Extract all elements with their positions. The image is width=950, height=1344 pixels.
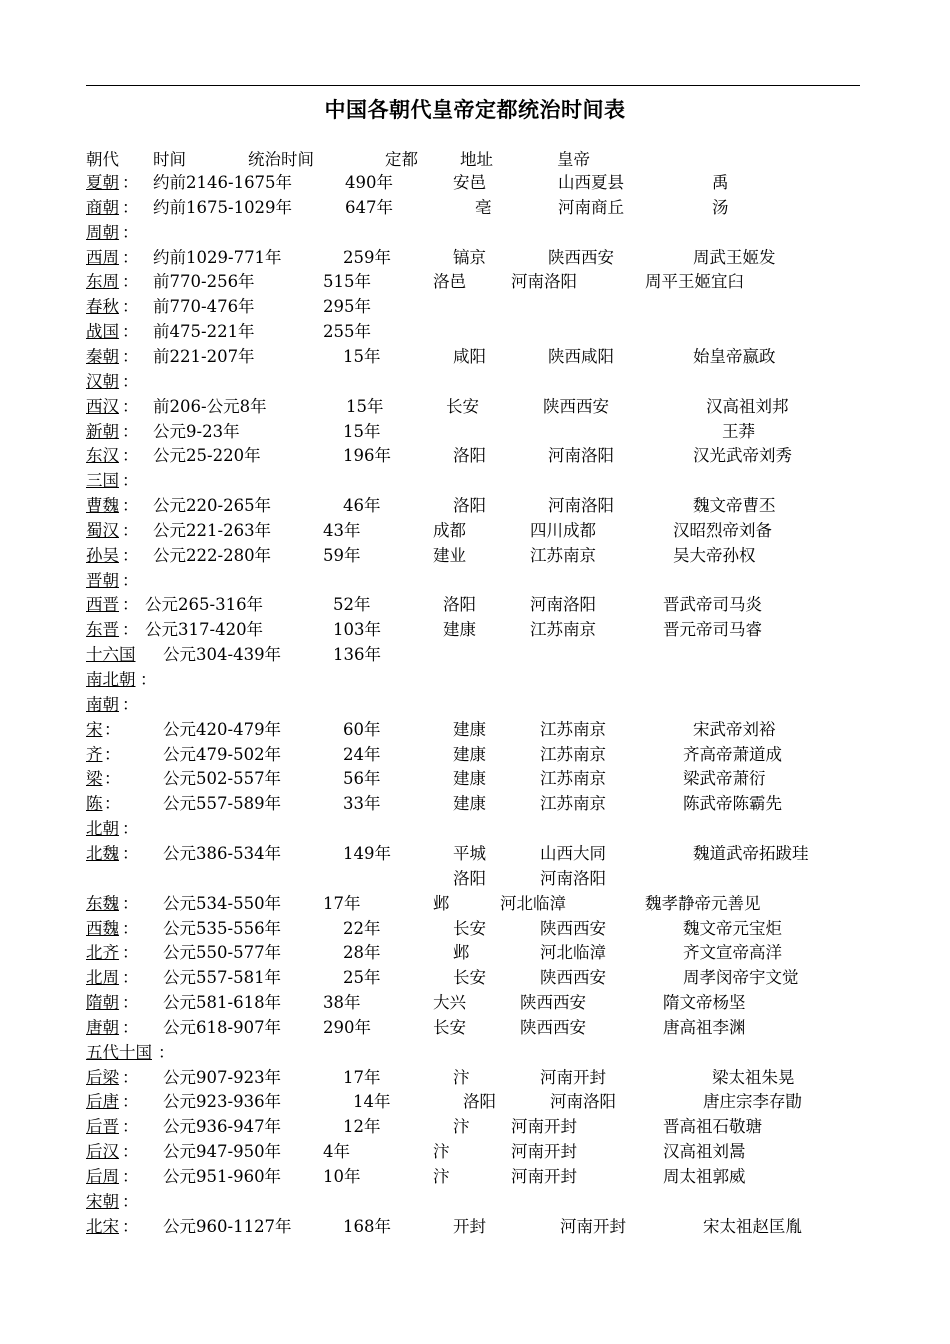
dynasty-name[interactable]: 齐: [86, 744, 103, 764]
dynasty-name[interactable]: 西晋: [86, 595, 119, 615]
founding-emperor: 魏文帝曹丕: [693, 496, 776, 516]
dynasty-name[interactable]: 东汉: [86, 446, 119, 466]
dynasty-name[interactable]: 东魏: [86, 893, 119, 913]
reign-period: 公元420-479年: [163, 719, 282, 739]
dynasty-separator: ：: [122, 943, 139, 963]
dynasty-separator: ：: [104, 769, 121, 789]
capital-city: 平城: [453, 843, 486, 863]
capital-city: 亳: [475, 197, 492, 217]
reign-duration: 25年: [343, 968, 381, 988]
table-row: [0, 495, 950, 520]
table-row: [0, 967, 950, 992]
dynasty-name[interactable]: 梁: [86, 769, 103, 789]
table-row: [0, 644, 950, 669]
founding-emperor: 禹: [712, 173, 729, 192]
dynasty-name[interactable]: 后周: [86, 1167, 119, 1186]
reign-period: 公元265-316年: [145, 595, 264, 615]
table-row: [0, 793, 950, 818]
reign-duration: 17年: [343, 1067, 381, 1087]
dynasty-separator: ：: [122, 173, 139, 192]
table-row: [0, 843, 950, 868]
dynasty-name[interactable]: 后晋: [86, 1117, 119, 1137]
reign-period: 前770-476年: [153, 297, 255, 317]
capital-city: 建康: [453, 794, 486, 814]
founding-emperor: 晋高祖石敬瑭: [663, 1117, 762, 1137]
dynasty-separator: ：: [122, 968, 139, 988]
dynasty-name[interactable]: 后汉: [86, 1142, 119, 1162]
table-row: [0, 421, 950, 446]
capital-city: 建康: [453, 769, 486, 789]
reign-period: 公元220-265年: [153, 496, 272, 516]
reign-duration: 59年: [323, 545, 361, 565]
capital-city: 邺: [453, 943, 470, 963]
dynasty-name[interactable]: 春秋: [86, 297, 119, 317]
table-row: [0, 247, 950, 272]
capital-location: 江苏南京: [530, 545, 596, 565]
capital-city: 大兴: [433, 993, 466, 1013]
reign-duration: 33年: [343, 794, 381, 814]
dynasty-separator: ：: [122, 496, 139, 516]
capital-location: 河北临漳: [500, 893, 566, 913]
capital-city: 长安: [453, 918, 486, 938]
founding-emperor: 周武王姬发: [693, 247, 776, 267]
capital-city: 洛阳: [453, 496, 486, 516]
reign-period: 前221-207年: [153, 346, 255, 366]
dynasty-name[interactable]: 周朝: [86, 222, 119, 242]
dynasty-separator: ：: [122, 843, 139, 863]
reign-period: 前475-221年: [153, 322, 255, 342]
dynasty-name[interactable]: 宋: [86, 719, 103, 739]
dynasty-separator: ：: [104, 794, 121, 814]
dynasty-name[interactable]: 北魏: [86, 843, 119, 863]
header-duration: 统治时间: [248, 150, 314, 169]
capital-city: 洛阳: [453, 868, 486, 888]
founding-emperor: 晋元帝司马睿: [663, 620, 762, 640]
founding-emperor: 魏孝静帝元善见: [645, 893, 761, 913]
dynasty-name[interactable]: 西魏: [86, 918, 119, 938]
reign-period: 公元557-589年: [163, 794, 282, 814]
reign-duration: 43年: [323, 520, 361, 540]
founding-emperor: 陈武帝陈霸先: [683, 794, 782, 814]
table-row: [0, 942, 950, 967]
reign-duration: 295年: [323, 297, 371, 317]
founding-emperor: 宋太祖赵匡胤: [703, 1216, 802, 1236]
founding-emperor: 周太祖郭威: [663, 1167, 746, 1186]
founding-emperor: 齐高帝萧道成: [683, 744, 782, 764]
capital-city: 建康: [453, 719, 486, 739]
dynasty-name[interactable]: 三国: [86, 471, 119, 491]
table-row: [0, 1166, 950, 1191]
capital-location: 河南洛阳: [548, 446, 614, 466]
dynasty-separator: ：: [122, 570, 139, 590]
reign-period: 公元221-263年: [153, 520, 272, 540]
capital-location: 江苏南京: [540, 719, 606, 739]
capital-city: 建康: [443, 620, 476, 640]
capital-location: 河南开封: [511, 1142, 577, 1162]
dynasty-name[interactable]: 北宋: [86, 1216, 119, 1236]
table-row: [0, 570, 950, 595]
reign-duration: 15年: [343, 346, 381, 366]
page-title: 中国各朝代皇帝定都统治时间表: [324, 98, 626, 122]
dynasty-name[interactable]: 西汉: [86, 396, 119, 416]
dynasty-separator: ：: [122, 620, 139, 640]
dynasty-separator: ：: [122, 297, 139, 317]
dynasty-name[interactable]: 隋朝: [86, 993, 119, 1013]
capital-city: 汴: [433, 1142, 450, 1162]
dynasty-name[interactable]: 北周: [86, 968, 119, 988]
founding-emperor: 梁太祖朱晃: [712, 1067, 795, 1087]
reign-period: 公元550-577年: [163, 943, 282, 963]
capital-location: 河南开封: [511, 1117, 577, 1137]
capital-location: 陕西西安: [520, 1017, 586, 1037]
capital-location: 河南开封: [560, 1216, 626, 1236]
table-row: [0, 1216, 950, 1241]
dynasty-separator: ：: [140, 670, 157, 689]
reign-period: 公元304-439年: [163, 645, 282, 665]
dynasty-separator: ：: [122, 371, 139, 391]
dynasty-name[interactable]: 五代十国: [86, 1042, 152, 1062]
reign-duration: 15年: [343, 421, 381, 441]
reign-duration: 15年: [346, 396, 384, 416]
dynasty-name[interactable]: 北朝: [86, 819, 119, 839]
reign-period: 公元9-23年: [153, 421, 240, 441]
founding-emperor: 唐高祖李渊: [663, 1017, 746, 1037]
reign-duration: 168年: [343, 1216, 391, 1236]
table-row: [0, 992, 950, 1017]
dynasty-separator: ：: [122, 694, 139, 714]
dynasty-separator: ：: [122, 1092, 139, 1112]
capital-location: 河南洛阳: [548, 496, 614, 516]
capital-location: 山西夏县: [558, 173, 624, 192]
dynasty-name[interactable]: 孙吴: [86, 545, 119, 565]
reign-duration: 196年: [343, 446, 391, 466]
dynasty-separator: ：: [122, 1191, 139, 1211]
founding-emperor: 宋武帝刘裕: [693, 719, 776, 739]
reign-duration: 290年: [323, 1017, 371, 1037]
reign-period: 公元25-220年: [153, 446, 261, 466]
dynasty-name[interactable]: 汉朝: [86, 371, 119, 391]
reign-period: 公元317-420年: [145, 620, 264, 640]
reign-duration: 515年: [323, 272, 371, 292]
table-row: [0, 296, 950, 321]
reign-period: 公元581-618年: [163, 993, 282, 1013]
dynasty-name[interactable]: 新朝: [86, 421, 119, 441]
capital-location: 河南洛阳: [530, 595, 596, 615]
capital-location: 河北临漳: [540, 943, 606, 963]
reign-period: 公元923-936年: [163, 1092, 282, 1112]
capital-city: 建业: [433, 545, 466, 565]
header-time: 时间: [153, 150, 186, 169]
dynasty-name[interactable]: 西周: [86, 247, 119, 267]
reign-period: 公元222-280年: [153, 545, 272, 565]
reign-period: 公元535-556年: [163, 918, 282, 938]
reign-duration: 255年: [323, 322, 371, 342]
dynasty-name[interactable]: 夏朝: [86, 173, 119, 192]
dynasty-separator: ：: [122, 322, 139, 342]
dynasty-separator: ：: [122, 1216, 139, 1236]
capital-location: 河南开封: [540, 1067, 606, 1087]
capital-city: 洛阳: [453, 446, 486, 466]
capital-location: 河南洛阳: [511, 272, 577, 292]
dynasty-name[interactable]: 东晋: [86, 620, 119, 640]
reign-duration: 259年: [343, 247, 391, 267]
dynasty-name[interactable]: 后梁: [86, 1067, 119, 1087]
header-dynasty: 朝代: [86, 150, 119, 169]
dynasty-name[interactable]: 陈: [86, 794, 103, 814]
table-row: [0, 222, 950, 247]
table-row: [0, 1116, 950, 1141]
founding-emperor: 汤: [712, 197, 729, 217]
dynasty-separator: ：: [122, 993, 139, 1013]
reign-duration: 149年: [343, 843, 391, 863]
dynasty-separator: ：: [122, 1117, 139, 1137]
table-row: [0, 346, 950, 371]
capital-city: 建康: [453, 744, 486, 764]
dynasty-separator: ：: [122, 197, 139, 217]
capital-location: 江苏南京: [540, 794, 606, 814]
dynasty-name[interactable]: 东周: [86, 272, 119, 292]
capital-location: 河南洛阳: [540, 868, 606, 888]
table-row: [0, 545, 950, 570]
founding-emperor: 隋文帝杨坚: [663, 993, 746, 1013]
capital-location: 四川成都: [530, 520, 596, 540]
dynasty-separator: ：: [122, 520, 139, 540]
dynasty-separator: ：: [122, 446, 139, 466]
founding-emperor: 王莽: [722, 421, 755, 441]
dynasty-separator: ：: [122, 1067, 139, 1087]
reign-period: 前770-256年: [153, 272, 255, 292]
founding-emperor: 齐文宣帝高洋: [683, 943, 782, 963]
reign-duration: 28年: [343, 943, 381, 963]
capital-location: 陕西咸阳: [548, 346, 614, 366]
capital-location: 陕西西安: [540, 968, 606, 988]
capital-city: 汴: [433, 1167, 450, 1186]
capital-location: 河南洛阳: [550, 1092, 616, 1112]
reign-duration: 38年: [323, 993, 361, 1013]
reign-period: 约前2146-1675年: [153, 173, 293, 192]
dynasty-separator: ：: [122, 918, 139, 938]
founding-emperor: 汉高祖刘邦: [706, 396, 789, 416]
dynasty-name[interactable]: 十六国: [86, 645, 136, 665]
capital-city: 长安: [453, 968, 486, 988]
dynasty-name[interactable]: 蜀汉: [86, 520, 119, 540]
table-row: [0, 470, 950, 495]
founding-emperor: 晋武帝司马炎: [663, 595, 762, 615]
reign-duration: 56年: [343, 769, 381, 789]
reign-period: 约前1029-771年: [153, 247, 282, 267]
capital-location: 陕西西安: [540, 918, 606, 938]
founding-emperor: 唐庄宗李存勖: [703, 1092, 802, 1112]
table-row: [0, 744, 950, 769]
reign-period: 前206-公元8年: [153, 396, 267, 416]
capital-city: 洛阳: [443, 595, 476, 615]
reign-period: 公元907-923年: [163, 1067, 282, 1087]
founding-emperor: 魏文帝元宝炬: [683, 918, 782, 938]
capital-city: 镐京: [453, 247, 486, 267]
dynasty-name[interactable]: 南朝: [86, 694, 119, 714]
reign-duration: 136年: [333, 645, 381, 665]
dynasty-separator: ：: [122, 545, 139, 565]
table-row: [0, 1017, 950, 1042]
dynasty-separator: ：: [122, 396, 139, 416]
table-row: [0, 669, 950, 694]
header-capital: 定都: [385, 150, 418, 169]
founding-emperor: 魏道武帝拓跋珪: [693, 843, 809, 863]
capital-city: 汴: [453, 1117, 470, 1137]
dynasty-name[interactable]: 商朝: [86, 197, 119, 217]
table-row: [0, 594, 950, 619]
table-row: [0, 719, 950, 744]
founding-emperor: 梁武帝萧衍: [683, 769, 766, 789]
capital-location: 江苏南京: [540, 769, 606, 789]
capital-city: 邺: [433, 893, 450, 913]
reign-period: 公元951-960年: [163, 1167, 282, 1186]
table-row: [0, 868, 950, 893]
reign-period: 公元479-502年: [163, 744, 282, 764]
table-row: [0, 396, 950, 421]
dynasty-separator: ：: [122, 346, 139, 366]
table-row: [0, 445, 950, 470]
dynasty-separator: ：: [122, 819, 139, 839]
founding-emperor: 汉光武帝刘秀: [693, 446, 792, 466]
capital-location: 江苏南京: [530, 620, 596, 640]
table-row: [0, 197, 950, 222]
table-row: [0, 1042, 950, 1067]
founding-emperor: 汉昭烈帝刘备: [673, 520, 772, 540]
dynasty-separator: ：: [104, 744, 121, 764]
table-row: [0, 768, 950, 793]
dynasty-separator: ：: [122, 222, 139, 242]
reign-duration: 14年: [353, 1092, 391, 1112]
dynasty-separator: ：: [122, 1142, 139, 1162]
capital-city: 开封: [453, 1216, 486, 1236]
capital-location: 陕西西安: [520, 993, 586, 1013]
dynasty-name[interactable]: 后唐: [86, 1092, 119, 1112]
reign-duration: 12年: [343, 1117, 381, 1137]
reign-duration: 17年: [323, 893, 361, 913]
reign-duration: 46年: [343, 496, 381, 516]
capital-location: 河南商丘: [558, 197, 624, 217]
reign-duration: 22年: [343, 918, 381, 938]
founding-emperor: 周孝闵帝宇文觉: [683, 968, 799, 988]
table-row: [0, 1141, 950, 1166]
reign-duration: 490年: [345, 173, 393, 192]
capital-city: 洛阳: [463, 1092, 496, 1112]
dynasty-name[interactable]: 秦朝: [86, 346, 119, 366]
top-rule: [86, 85, 860, 86]
reign-duration: 24年: [343, 744, 381, 764]
capital-city: 长安: [446, 396, 479, 416]
dynasty-separator: ：: [122, 421, 139, 441]
dynasty-separator: ：: [122, 893, 139, 913]
reign-period: 公元936-947年: [163, 1117, 282, 1137]
header-emperor: 皇帝: [557, 150, 590, 169]
founding-emperor: 吴大帝孙权: [673, 545, 756, 565]
founding-emperor: 始皇帝嬴政: [693, 346, 776, 366]
reign-period: 公元386-534年: [163, 843, 282, 863]
dynasty-name[interactable]: 南北朝: [86, 670, 136, 689]
table-row: [0, 1091, 950, 1116]
table-row: [0, 1067, 950, 1092]
dynasty-separator: ：: [122, 272, 139, 292]
reign-duration: 4年: [323, 1142, 350, 1162]
table-row: [0, 619, 950, 644]
capital-city: 成都: [433, 520, 466, 540]
capital-location: 江苏南京: [540, 744, 606, 764]
reign-period: 约前1675-1029年: [153, 197, 293, 217]
capital-location: 陕西西安: [543, 396, 609, 416]
reign-period: 公元534-550年: [163, 893, 282, 913]
table-row: [0, 694, 950, 719]
dynasty-separator: ：: [122, 1017, 139, 1037]
dynasty-separator: ：: [122, 471, 139, 491]
dynasty-name[interactable]: 战国: [86, 322, 119, 342]
dynasty-name[interactable]: 晋朝: [86, 570, 119, 590]
table-row: [0, 271, 950, 296]
table-row: [0, 520, 950, 545]
reign-period: 公元960-1127年: [163, 1216, 292, 1236]
reign-duration: 60年: [343, 719, 381, 739]
dynasty-separator: ：: [104, 719, 121, 739]
dynasty-name[interactable]: 北齐: [86, 943, 119, 963]
table-row: [0, 172, 950, 197]
dynasty-name[interactable]: 唐朝: [86, 1017, 119, 1037]
reign-duration: 103年: [333, 620, 381, 640]
header-location: 地址: [460, 150, 493, 169]
founding-emperor: 周平王姬宜臼: [645, 272, 744, 292]
table-row: [0, 1191, 950, 1216]
capital-location: 山西大同: [540, 843, 606, 863]
capital-city: 汴: [453, 1067, 470, 1087]
dynasty-name[interactable]: 宋朝: [86, 1191, 119, 1211]
table-row: [0, 918, 950, 943]
dynasty-separator: ：: [158, 1042, 175, 1062]
reign-period: 公元618-907年: [163, 1017, 282, 1037]
reign-duration: 52年: [333, 595, 371, 615]
reign-period: 公元502-557年: [163, 769, 282, 789]
capital-city: 洛邑: [433, 272, 466, 292]
capital-city: 长安: [433, 1017, 466, 1037]
table-row: [0, 818, 950, 843]
dynasty-separator: ：: [122, 247, 139, 267]
table-row: [0, 321, 950, 346]
reign-period: 公元947-950年: [163, 1142, 282, 1162]
capital-city: 安邑: [453, 173, 486, 192]
reign-duration: 647年: [345, 197, 393, 217]
table-row: [0, 893, 950, 918]
reign-period: 公元557-581年: [163, 968, 282, 988]
dynasty-name[interactable]: 曹魏: [86, 496, 119, 516]
dynasty-separator: ：: [122, 595, 139, 615]
capital-location: 河南开封: [511, 1167, 577, 1186]
table-row: [0, 371, 950, 396]
capital-city: 咸阳: [453, 346, 486, 366]
founding-emperor: 汉高祖刘暠: [663, 1142, 746, 1162]
dynasty-separator: ：: [122, 1167, 139, 1186]
reign-duration: 10年: [323, 1167, 361, 1186]
capital-location: 陕西西安: [548, 247, 614, 267]
